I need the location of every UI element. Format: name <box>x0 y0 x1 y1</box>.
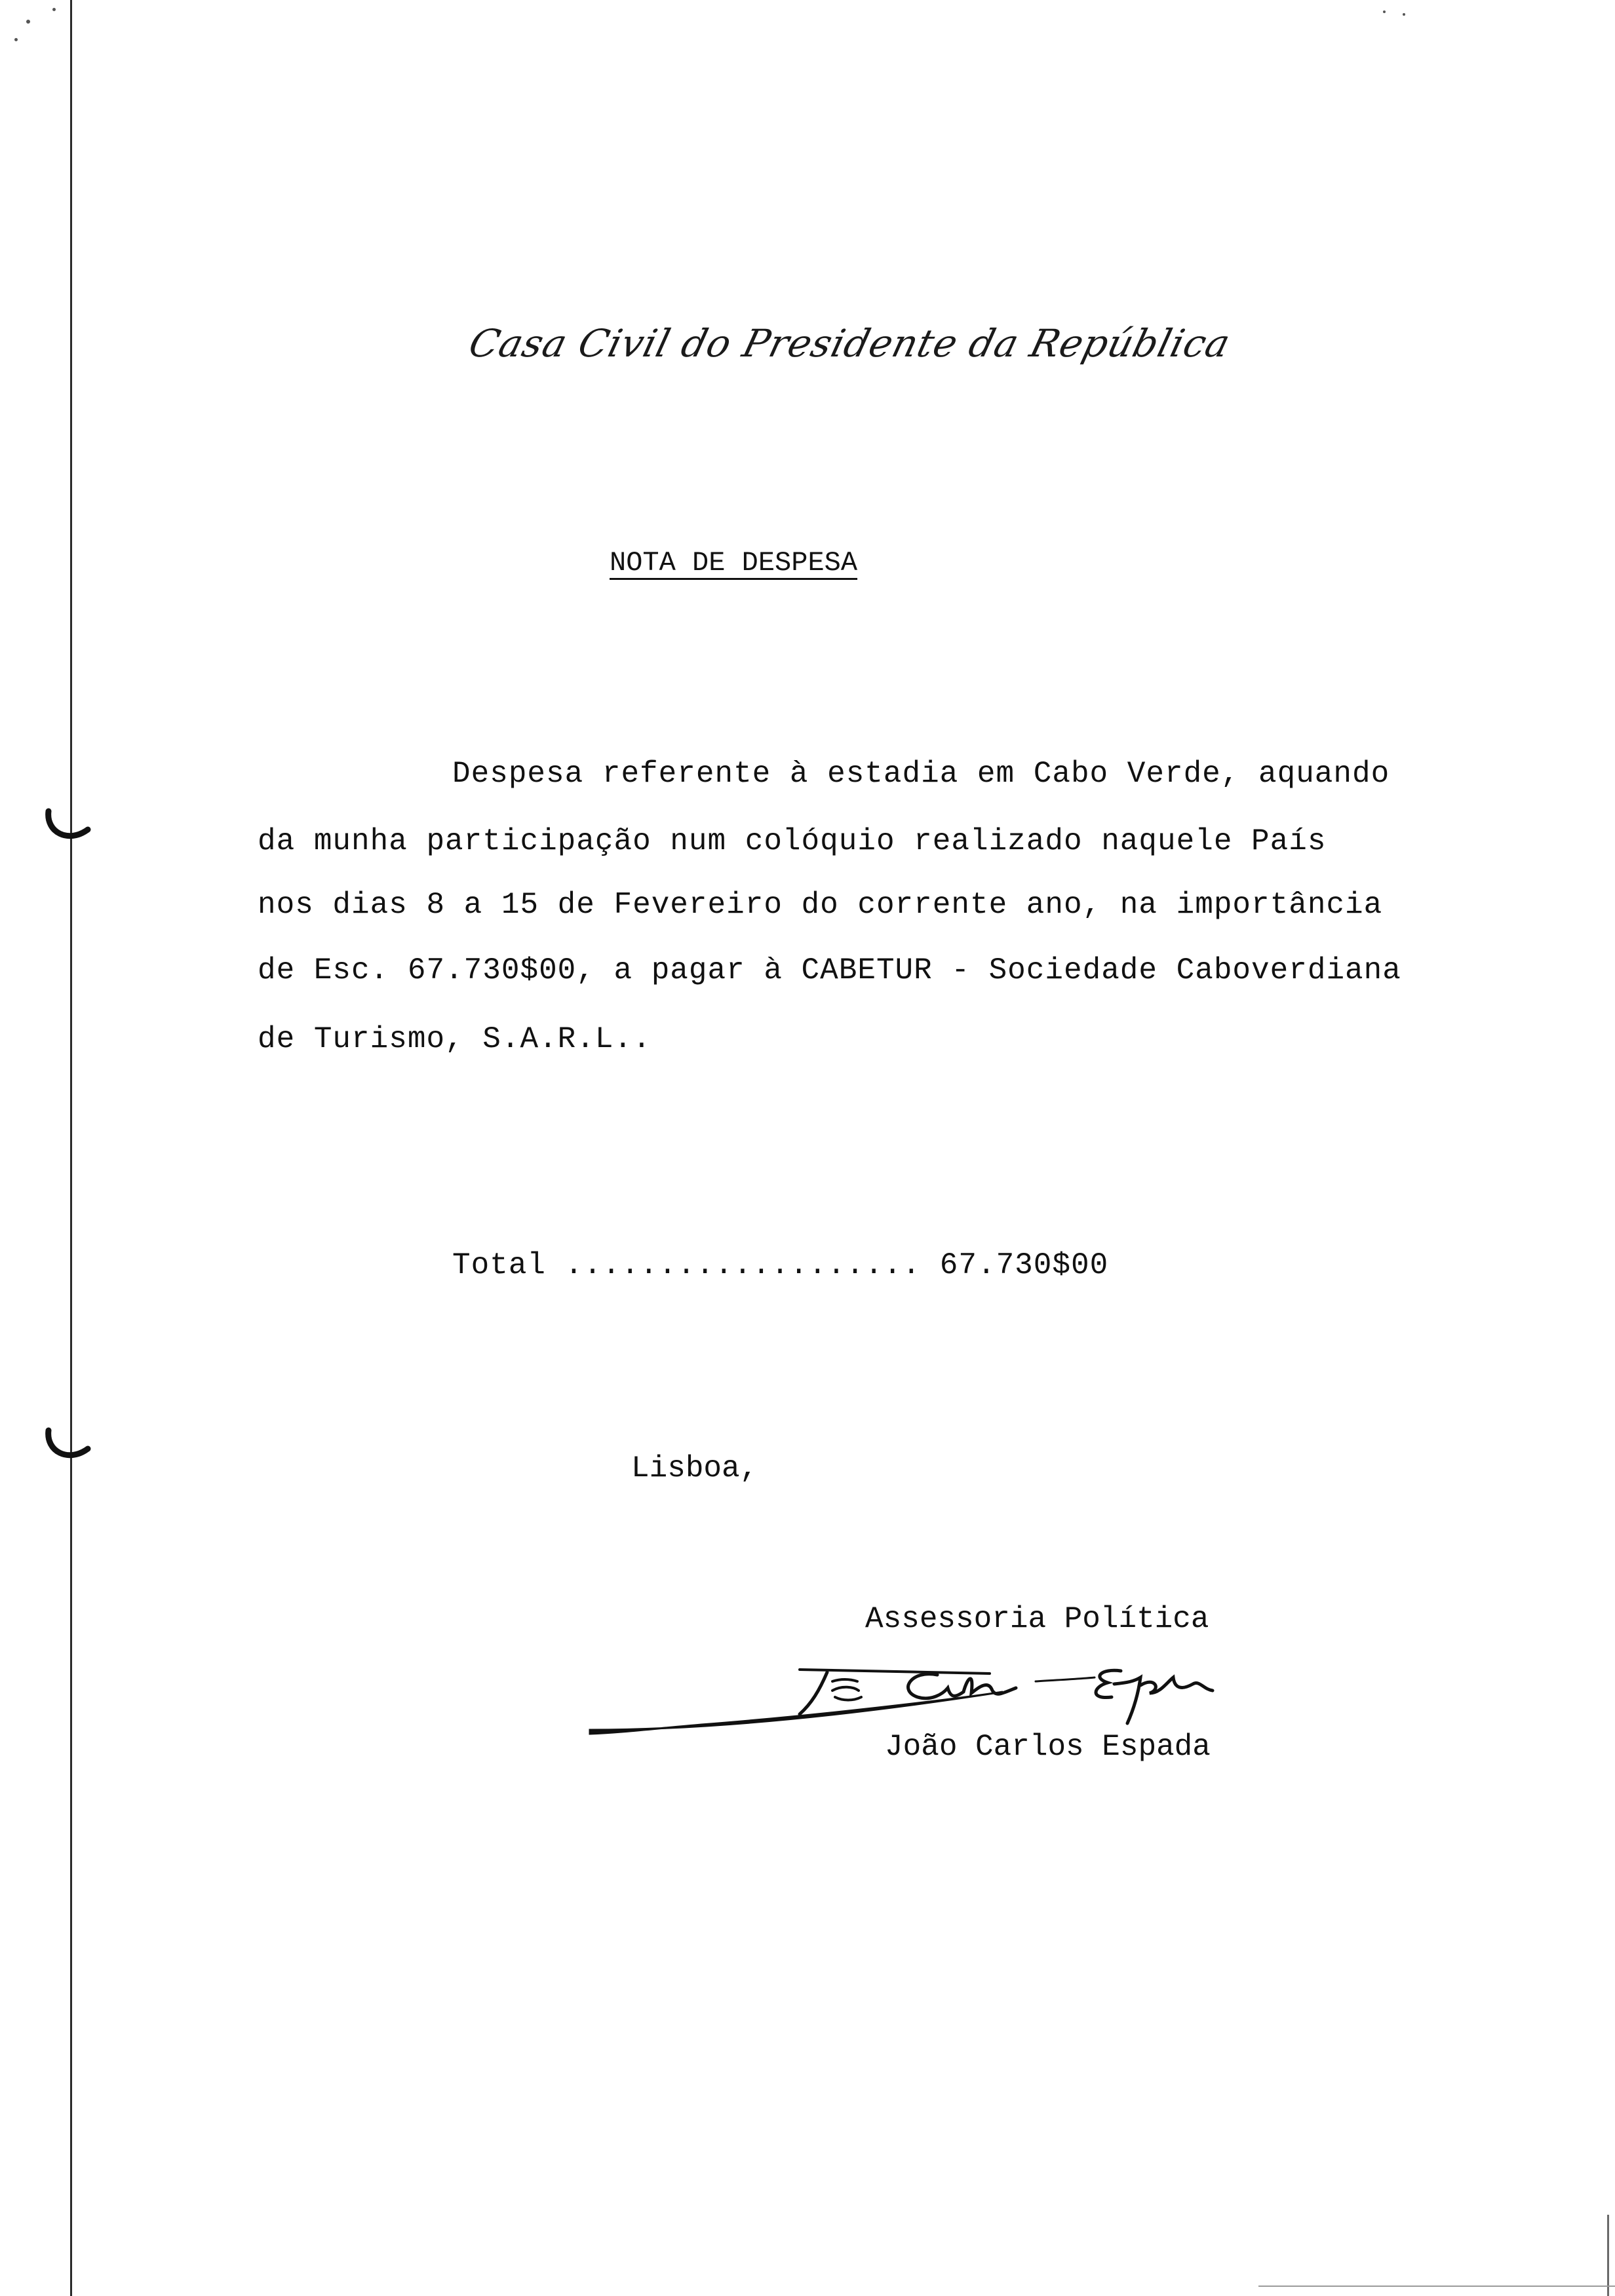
place-line: Lisboa, <box>631 1451 758 1485</box>
scan-speck <box>14 38 18 41</box>
body-line: da munha participação num colóquio realizado naquele País <box>258 824 1327 858</box>
punch-hole-mark <box>42 806 94 845</box>
right-edge-shadow <box>1607 2215 1609 2296</box>
body-line: nos dias 8 a 15 de Fevereiro do corrente ano, na importância <box>258 888 1383 922</box>
body-line: Despesa referente à estadia em Cabo Verde, aquando <box>452 757 1390 791</box>
scan-speck <box>1403 13 1405 16</box>
body-line: de Esc. 67.730$00, a pagar à CABETUR - Sociedade Caboverdiana <box>258 953 1401 987</box>
total-leader: ................... <box>564 1248 922 1282</box>
bottom-edge-shadow <box>1258 2286 1615 2287</box>
signatory-name: João Carlos Espada <box>885 1730 1211 1764</box>
scan-speck <box>1383 10 1386 13</box>
body-line: de Turismo, S.A.R.L.. <box>258 1022 652 1056</box>
handwritten-signature <box>583 1651 1304 1743</box>
signature-department: Assessoria Política <box>865 1602 1209 1636</box>
document-title: NOTA DE DESPESA <box>610 547 858 579</box>
total-line <box>452 1248 1108 1282</box>
scan-speck <box>26 20 30 24</box>
left-margin-line <box>70 0 72 2296</box>
scan-speck <box>52 8 56 11</box>
punch-hole-mark <box>42 1425 94 1464</box>
letterhead: Casa Civil do Presidente da República <box>464 321 1236 366</box>
total-amount: 67.730$00 <box>939 1248 1109 1282</box>
total-label: Total <box>452 1248 547 1282</box>
